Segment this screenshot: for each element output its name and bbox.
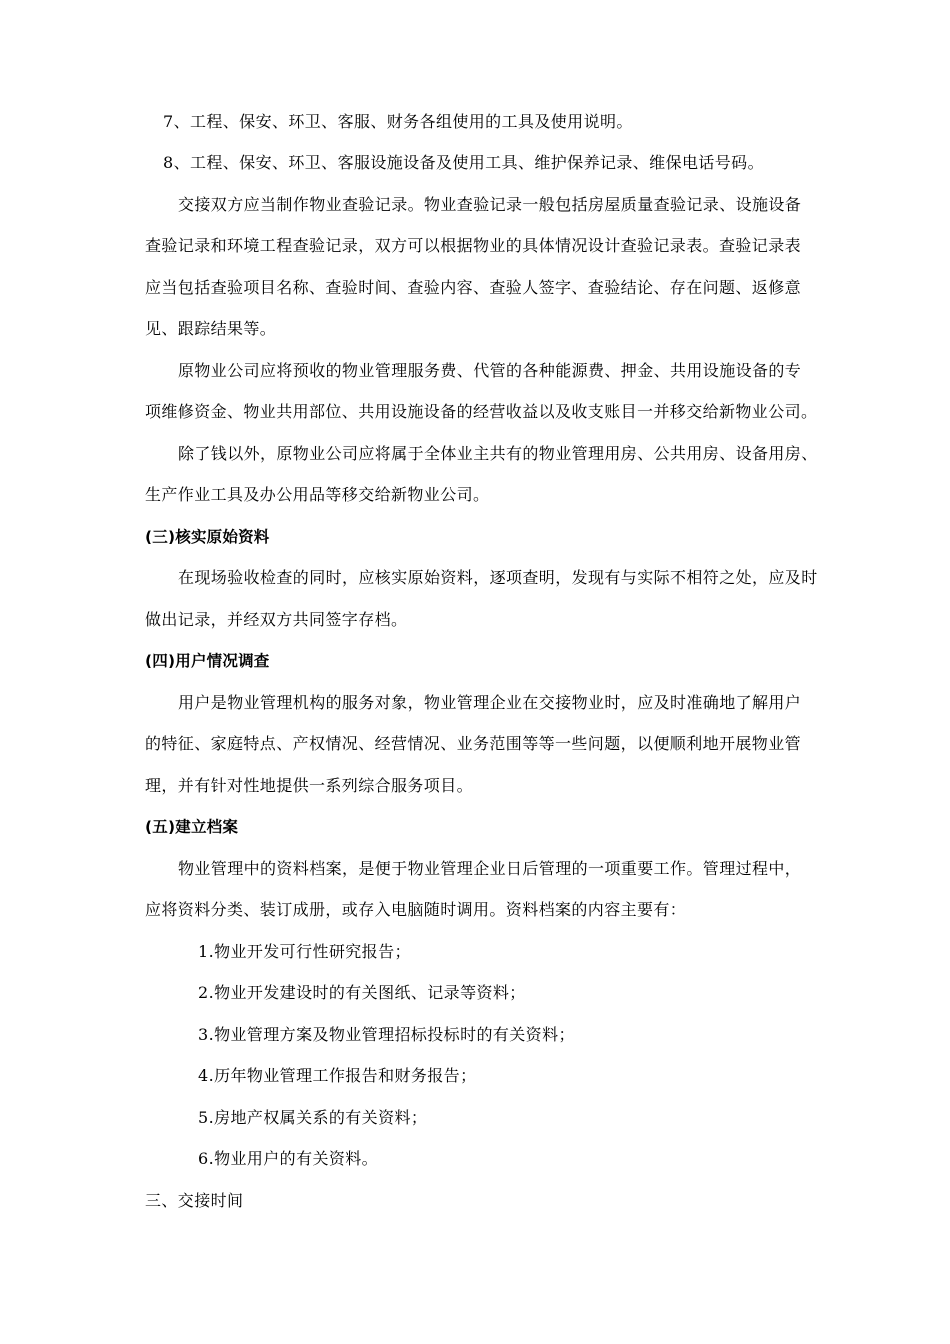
section-title-handover-time: 三、交接时间 [145, 1191, 244, 1210]
paragraph-line: 生产作业工具及办公用品等移交给新物业公司。 [145, 485, 490, 504]
paragraph-line: 交接双方应当制作物业查验记录。物业查验记录一般包括房屋质量查验记录、设施设备 [178, 195, 802, 214]
archive-list-item: 5.房地产权属关系的有关资料； [198, 1108, 428, 1127]
archive-list-item: 4.历年物业管理工作报告和财务报告； [198, 1066, 477, 1085]
paragraph-line: 应将资料分类、装订成册，或存入电脑随时调用。资料档案的内容主要有： [145, 900, 687, 919]
section-heading-build-archive: (五)建立档案 [145, 818, 239, 836]
section-heading-user-survey: (四)用户情况调查 [145, 652, 270, 670]
section-heading-verify-records: (三)核实原始资料 [145, 528, 270, 546]
paragraph-line: 在现场验收检查的同时，应核实原始资料，逐项查明，发现有与实际不相符之处，应及时 [178, 568, 818, 587]
paragraph-line: 项维修资金、物业共用部位、共用设施设备的经营收益以及收支账目一并移交给新物业公司。 [145, 402, 818, 421]
paragraph-line: 见、跟踪结果等。 [145, 319, 277, 338]
archive-list-item: 6.物业用户的有关资料。 [198, 1149, 379, 1168]
archive-list-item: 2.物业开发建设时的有关图纸、记录等资料； [198, 983, 526, 1002]
paragraph-line: 原物业公司应将预收的物业管理服务费、代管的各种能源费、押金、共用设施设备的专 [178, 361, 802, 380]
paragraph-line: 应当包括查验项目名称、查验时间、查验内容、查验人签字、查验结论、存在问题、返修意 [145, 278, 802, 297]
list-item-7: 7、工程、保安、环卫、客服、财务各组使用的工具及使用说明。 [163, 112, 633, 131]
paragraph-line: 的特征、家庭特点、产权情况、经营情况、业务范围等等一些问题，以便顺利地开展物业管 [145, 734, 802, 753]
paragraph-line: 理，并有针对性地提供一系列综合服务项目。 [145, 776, 474, 795]
paragraph-line: 做出记录，并经双方共同签字存档。 [145, 610, 408, 629]
paragraph-line: 物业管理中的资料档案，是便于物业管理企业日后管理的一项重要工作。管理过程中， [178, 859, 802, 878]
list-item-8: 8、工程、保安、环卫、客服设施设备及使用工具、维护保养记录、维保电话号码。 [163, 153, 764, 172]
paragraph-line: 查验记录和环境工程查验记录，双方可以根据物业的具体情况设计查验记录表。查验记录表 [145, 236, 802, 255]
archive-list-item: 1.物业开发可行性研究报告； [198, 942, 411, 961]
paragraph-line: 用户是物业管理机构的服务对象，物业管理企业在交接物业时，应及时准确地了解用户 [178, 693, 802, 712]
archive-list-item: 3.物业管理方案及物业管理招标投标时的有关资料； [198, 1025, 575, 1044]
paragraph-line: 除了钱以外，原物业公司应将属于全体业主共有的物业管理用房、公共用房、设备用房、 [178, 444, 818, 463]
